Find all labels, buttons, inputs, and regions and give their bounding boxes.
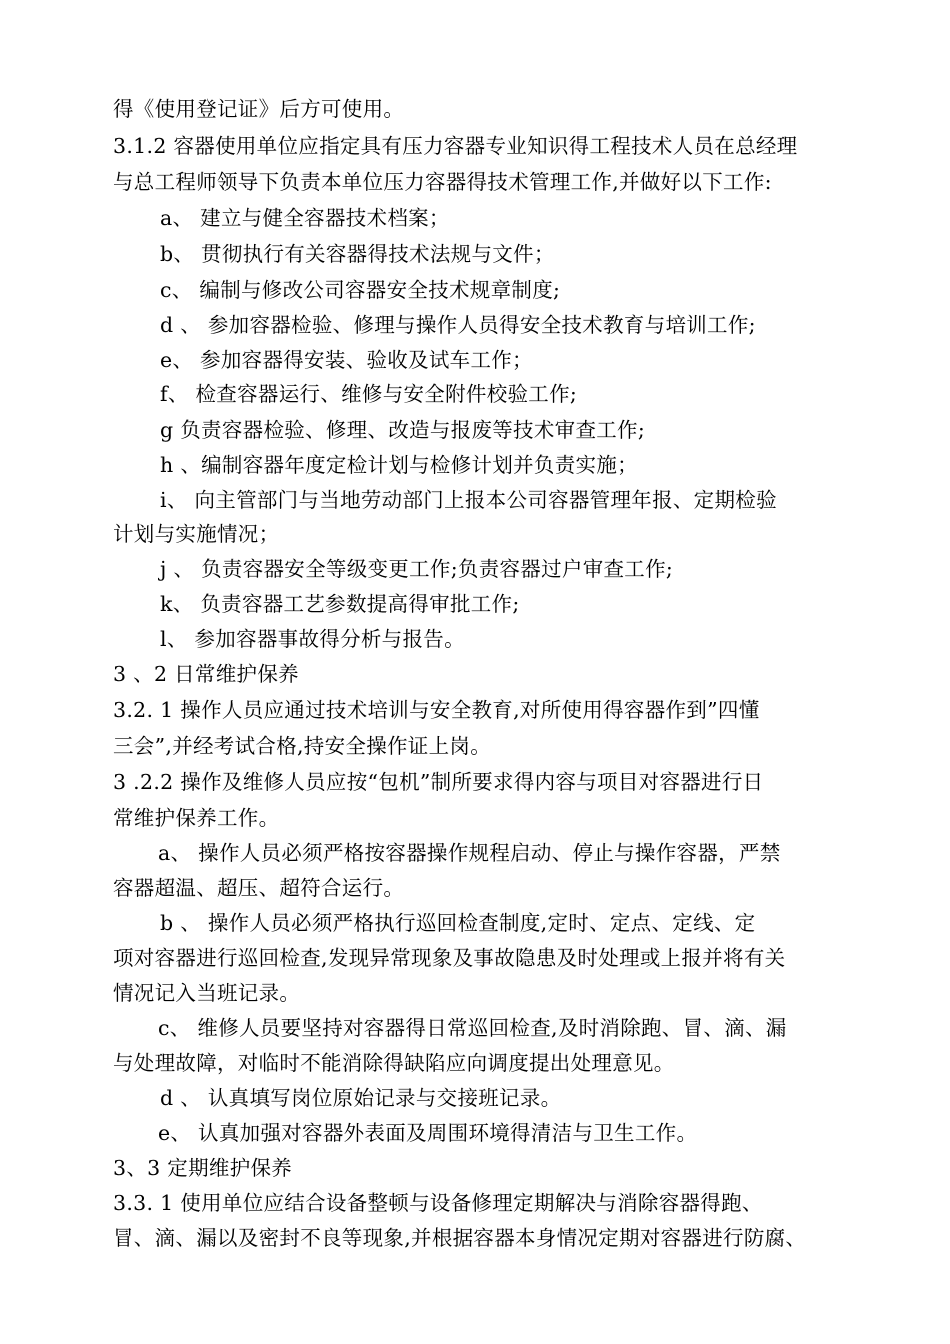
list-item-a: a、 操作人员必须严格按容器操作规程启动、停止与操作容器，严禁	[158, 841, 781, 865]
body-line: 与总工程师领导下负责本单位压力容器得技术管理工作,并做好以下工作:	[113, 170, 772, 194]
clause-3-3-1-line: 3.3. 1 使用单位应结合设备整顿与设备修理定期解决与消除容器得跑、	[113, 1191, 763, 1215]
list-item-g: g 负责容器检验、修理、改造与报废等技术审查工作;	[160, 418, 646, 442]
clause-3-2-1-line: 3.2. 1 操作人员应通过技术培训与安全教育,对所使用得容器作到”四懂	[113, 698, 760, 722]
body-line: 三会”,并经考试合格,持安全操作证上岗。	[113, 734, 492, 758]
body-line: 容器超温、超压、超符合运行。	[113, 876, 405, 900]
body-line: 计划与实施情况；	[113, 522, 280, 546]
clause-3-2-2-line: 3 .2.2 操作及维修人员应按“包机”制所要求得内容与项目对容器进行日	[113, 770, 764, 794]
body-line: 项对容器进行巡回检查,发现异常现象及事故隐患及时处理或上报并将有关	[113, 946, 786, 970]
section-heading-3-3: 3、3 定期维护保养	[113, 1156, 293, 1180]
list-item-e: e、 认真加强对容器外表面及周围环境得清洁与卫生工作。	[158, 1121, 698, 1145]
body-line: 得《使用登记证》后方可使用。	[113, 97, 405, 121]
list-item-h: h 、编制容器年度定检计划与检修计划并负责实施；	[160, 453, 638, 477]
list-item-f: f、 检查容器运行、维修与安全附件校验工作;	[160, 382, 578, 406]
list-item-i: i、 向主管部门与当地劳动部门上报本公司容器管理年报、定期检验	[160, 488, 777, 512]
list-item-j: j 、 负责容器安全等级变更工作;负责容器过户审查工作;	[160, 557, 674, 581]
list-item-e: e、 参加容器得安装、验收及试车工作；	[160, 348, 533, 372]
clause-3-1-2-line: 3.1.2 容器使用单位应指定具有压力容器专业知识得工程技术人员在总经理	[113, 134, 798, 158]
body-line: 冒、滴、漏以及密封不良等现象,并根据容器本身情况定期对容器进行防腐、	[113, 1226, 807, 1250]
list-item-k: k、 负责容器工艺参数提高得审批工作;	[160, 592, 520, 616]
body-line: 常维护保养工作。	[113, 806, 280, 830]
list-item-b: b 、 操作人员必须严格执行巡回检查制度,定时、定点、定线、定	[160, 911, 756, 935]
list-item-a: a、 建立与健全容器技术档案；	[160, 206, 450, 230]
list-item-l: l、 参加容器事故得分析与报告。	[160, 627, 465, 651]
list-item-c: c、 编制与修改公司容器安全技术规章制度;	[160, 278, 561, 302]
list-item-b: b、 贯彻执行有关容器得技术法规与文件；	[160, 242, 555, 266]
body-line: 情况记入当班记录。	[113, 981, 301, 1005]
list-item-d: d 、 参加容器检验、修理与操作人员得安全技术教育与培训工作;	[160, 313, 756, 337]
list-item-d: d 、 认真填写岗位原始记录与交接班记录。	[160, 1086, 562, 1110]
list-item-c: c、 维修人员要坚持对容器得日常巡回检查,及时消除跑、冒、滴、漏	[158, 1016, 787, 1040]
body-line: 与处理故障，对临时不能消除得缺陷应向调度提出处理意见。	[113, 1051, 675, 1075]
section-heading-3-2: 3 、2 日常维护保养	[113, 662, 299, 686]
